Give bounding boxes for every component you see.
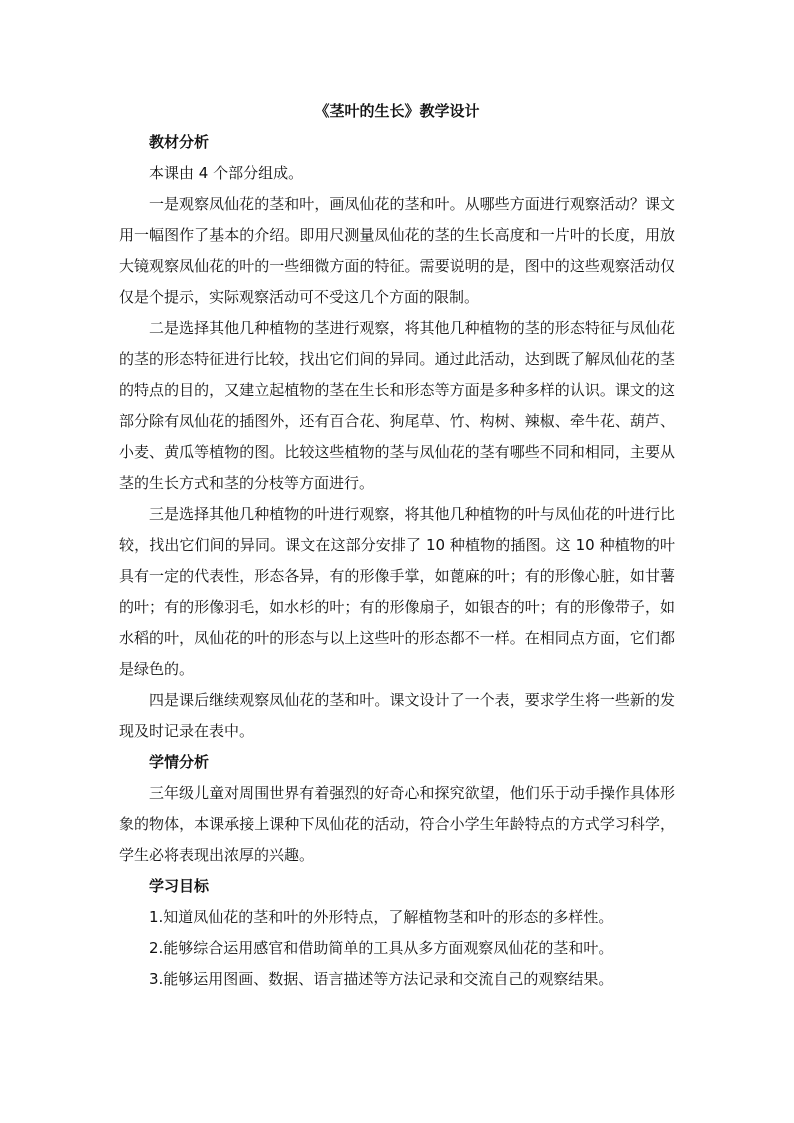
- paragraph: 本课由 4 个部分组成。: [149, 164, 304, 182]
- paragraph: 二是选择其他几种植物的茎进行观察，将其他几种植物的茎的形态特征与凤仙花的茎的形态特征进行比较，找出它们间的异同。通过此活动，达到既了解凤仙花的茎的特点的目的，又建立起植物的茎在生长和形态等方面是多种多样的认识。课文的这部分除有凤仙花的插图外，还有百合花、狗尾草、竹、构树、辣椒、牵牛花、葫芦、小麦、黄瓜等植物的图。比较这些植物的茎与凤仙花的茎有哪些不同和相同，主要从茎的生长方式和茎的分枝等方面进行。: [119, 319, 675, 492]
- document-title: 《茎叶的生长》教学设计: [314, 102, 480, 120]
- goal-item: 2.能够综合运用感官和借助简单的工具从多方面观察凤仙花的茎和叶。: [149, 939, 614, 957]
- section-heading-student-analysis: 学情分析: [149, 753, 210, 771]
- goal-item: 1.知道凤仙花的茎和叶的外形特点，了解植物茎和叶的形态的多样性。: [149, 908, 614, 926]
- section-heading-textbook-analysis: 教材分析: [149, 133, 210, 151]
- goal-item: 3.能够运用图画、数据、语言描述等方法记录和交流自己的观察结果。: [149, 970, 614, 988]
- section-heading-learning-goals: 学习目标: [149, 877, 210, 895]
- paragraph: 四是课后继续观察凤仙花的茎和叶。课文设计了一个表，要求学生将一些新的发现及时记录在表中。: [119, 691, 675, 740]
- paragraph: 一是观察凤仙花的茎和叶，画凤仙花的茎和叶。从哪些方面进行观察活动？课文用一幅图作了基本的介绍。即用尺测量凤仙花的茎的生长高度和一片叶的长度，用放大镜观察凤仙花的叶的一些细微方面的特征。需要说明的是，图中的这些观察活动仅仅是个提示，实际观察活动可不受这几个方面的限制。: [119, 195, 675, 306]
- document-page: [119, 96, 675, 995]
- paragraph: 三年级儿童对周围世界有着强烈的好奇心和探究欲望，他们乐于动手操作具体形象的物体，本课承接上课种下凤仙花的活动，符合小学生年龄特点的方式学习科学，学生必将表现出浓厚的兴趣。: [119, 784, 675, 864]
- paragraph: 三是选择其他几种植物的叶进行观察，将其他几种植物的叶与凤仙花的叶进行比较，找出它们间的异同。课文在这部分安排了 10 种植物的插图。这 10 种植物的叶具有一定的代表性，形态各异，有的形像手掌，如蓖麻的叶；有的形像心脏，如甘薯的叶；有的形像羽毛，如水杉的叶；有的形像扇子，如银杏的叶；有的形像带子，如水稻的叶，凤仙花的叶的形态与以上这些叶的形态都不一样。在相同点方面，它们都是绿色的。: [119, 505, 675, 678]
